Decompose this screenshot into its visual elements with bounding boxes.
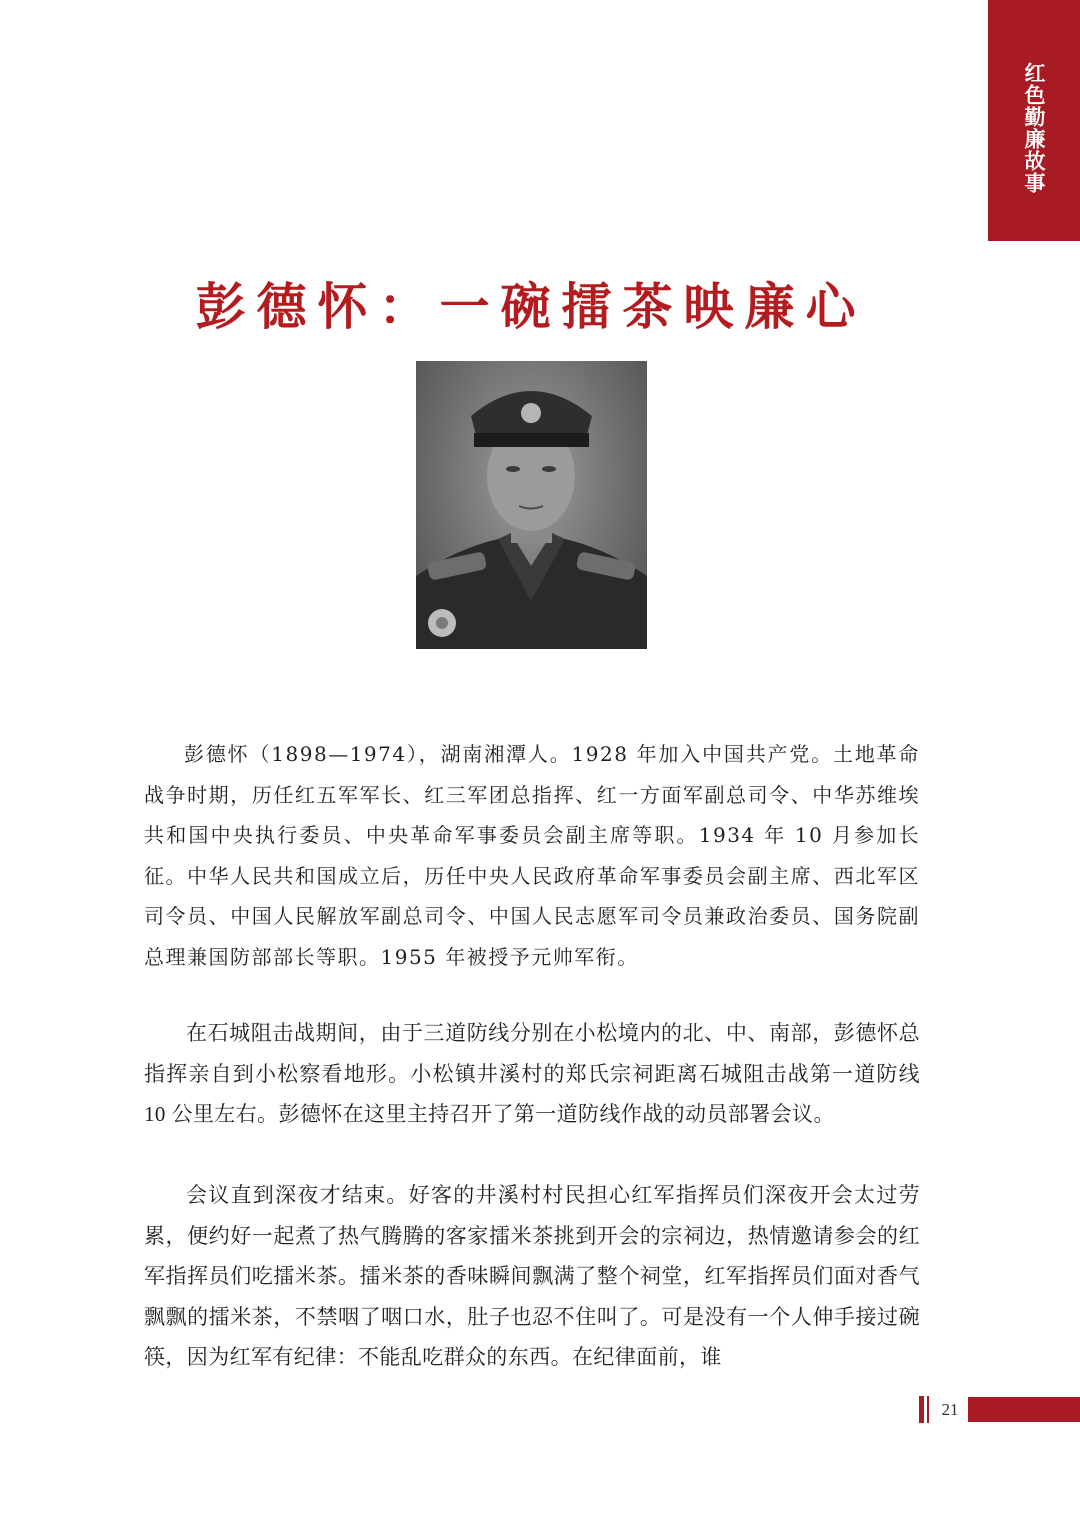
footer-band [968,1397,1080,1422]
series-tab [988,0,1080,241]
story-paragraph: 在石城阻击战期间，由于三道防线分别在小松境内的北、中、南部，彭德怀总指挥亲自到小松察看地形。小松镇井溪村的郑氏宗祠距离石城阻击战第一道防线 10 公里左右。彭德怀在这里主持召开了第一道防线作战的动员部署会议。 [144,1021,920,1126]
article-title: 彭德怀：一碗擂茶映廉心 [195,277,867,336]
biography-paragraph: 彭德怀（1898—1974），湖南湘潭人。1928 年加入中国共产党。土地革命战争时期，历任红五军军长、红三军团总指挥、红一方面军副总司令、中华苏维埃共和国中央执行委员、中央革命军事委员会副主席等职。1934 年 10 月参加长征。中华人民共和国成立后，历任中央人民政府革命军事委员会副主席、西北军区司令员、中国人民解放军副总司令、中国人民志愿军司令员兼政治委员、国务院副总理兼国防部部长等职。1955 年被授予元帅军衔。 [144,742,920,969]
footer-marker [919,1396,924,1423]
series-title: 红色勤廉故事 [1022,62,1047,194]
story-paragraph: 会议直到深夜才结束。好客的井溪村村民担心红军指挥员们深夜开会太过劳累，便约好一起煮了热气腾腾的客家擂米茶挑到开会的宗祠边，热情邀请参会的红军指挥员们吃擂米茶。擂米茶的香味瞬间飘满了整个祠堂，红军指挥员们面对香气飘飘的擂米茶，不禁咽了咽口水，肚子也忍不住叫了。可是没有一个人伸手接过碗筷，因为红军有纪律：不能乱吃群众的东西。在纪律面前，谁 [144,1183,920,1369]
portrait-illustration [416,361,647,649]
footer-marker [927,1396,929,1423]
portrait-photo [416,361,647,649]
page-number: 21 [941,1400,959,1419]
